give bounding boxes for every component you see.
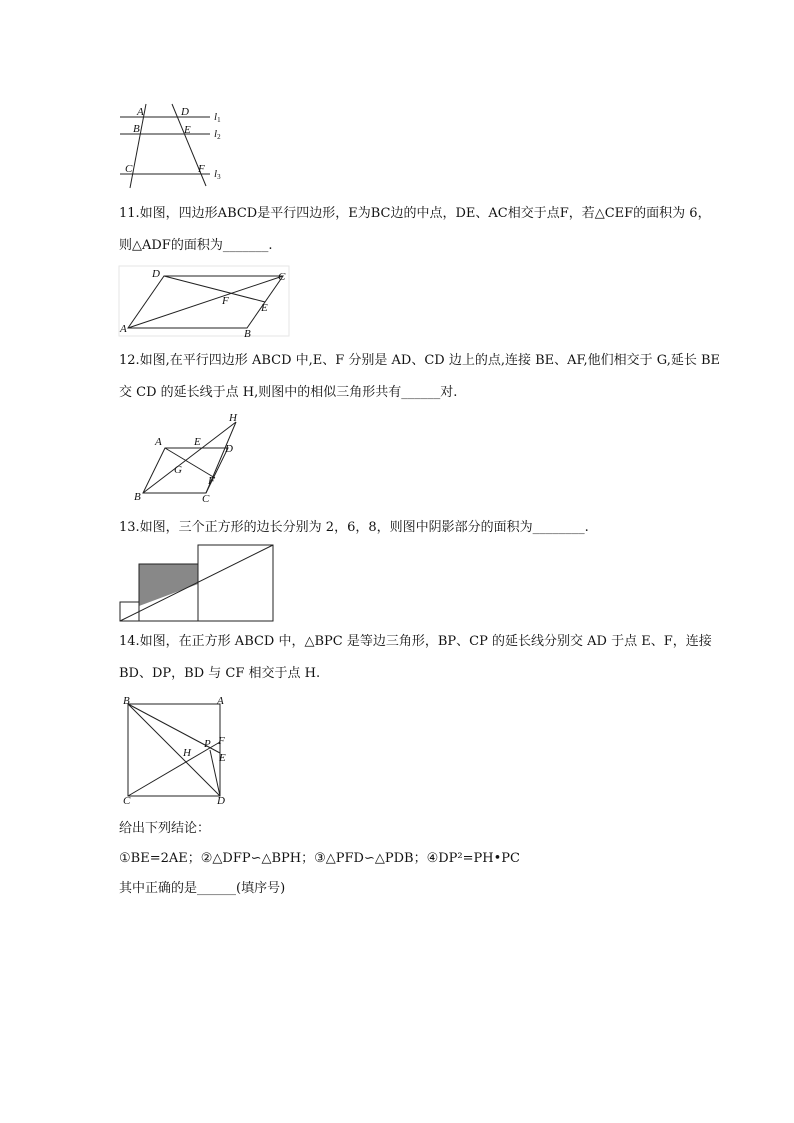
label-C: C bbox=[123, 795, 131, 807]
parallel-lines-figure bbox=[118, 100, 228, 190]
label-B: B bbox=[123, 695, 130, 707]
label-l1: l1 bbox=[214, 111, 221, 124]
q12-text-line1: 12.如图,在平行四边形 ABCD 中,E、F 分别是 AD、CD 边上的点,连接 BE、AF,他们相交于 G,延长 BE bbox=[119, 353, 721, 368]
q11-text-line1: 11.如图，四边形ABCD是平行四边形，E为BC边的中点，DE、AC相交于点F，若△CEF的面积为 6， bbox=[119, 206, 711, 221]
label-C: C bbox=[278, 271, 286, 283]
label-E: E bbox=[184, 124, 191, 136]
label-A: A bbox=[137, 106, 144, 118]
label-H: H bbox=[229, 412, 237, 424]
parallelogram-figure-q11 bbox=[119, 266, 289, 340]
label-D: D bbox=[217, 795, 225, 807]
label-C: C bbox=[125, 163, 133, 175]
label-B: B bbox=[244, 328, 251, 340]
label-H: H bbox=[183, 747, 191, 759]
label-A: A bbox=[155, 436, 162, 448]
label-F: F bbox=[218, 735, 225, 747]
q14-text-line2: BD、DP，BD 与 CF 相交于点 H. bbox=[119, 666, 321, 681]
label-C: C bbox=[202, 493, 210, 505]
label-D: D bbox=[181, 106, 189, 118]
square-triangle-figure bbox=[118, 692, 233, 807]
parallelogram-figure-q12 bbox=[130, 410, 245, 505]
q14-text-line1: 14.如图，在正方形 ABCD 中，△BPC 是等边三角形，BP、CP 的延长线分别交 AD 于点 E、F，连接 bbox=[119, 634, 712, 649]
label-B: B bbox=[134, 491, 141, 503]
label-l2: l2 bbox=[214, 128, 221, 141]
label-A: A bbox=[120, 323, 127, 335]
label-G: G bbox=[174, 464, 182, 476]
label-E: E bbox=[219, 752, 226, 764]
label-D: D bbox=[225, 443, 233, 455]
label-P: P bbox=[204, 738, 211, 750]
q13-text-line1: 13.如图，三个正方形的边长分别为 2，6，8，则图中阴影部分的面积为________. bbox=[119, 520, 589, 535]
label-F: F bbox=[198, 163, 205, 175]
label-l3: l3 bbox=[214, 168, 221, 181]
q12-text-line2: 交 CD 的延长线于点 H,则图中的相似三角形共有______对. bbox=[119, 385, 458, 400]
q11-text-line2: 则△ADF的面积为_______. bbox=[119, 238, 273, 253]
label-E: E bbox=[261, 302, 268, 314]
label-F: F bbox=[208, 475, 215, 487]
label-A: A bbox=[217, 695, 224, 707]
label-F: F bbox=[222, 295, 229, 307]
label-B: B bbox=[133, 123, 140, 135]
q14-conclusions: ①BE=2AE；②△DFP∽△BPH；③△PFD∽△PDB；④DP²=PH•PC bbox=[119, 851, 520, 866]
q14-given-text: 给出下列结论： bbox=[119, 821, 211, 836]
three-squares-figure bbox=[119, 543, 279, 625]
q14-answer-prompt: 其中正确的是______(填序号) bbox=[119, 881, 286, 896]
label-D: D bbox=[152, 268, 160, 280]
label-E: E bbox=[194, 436, 201, 448]
